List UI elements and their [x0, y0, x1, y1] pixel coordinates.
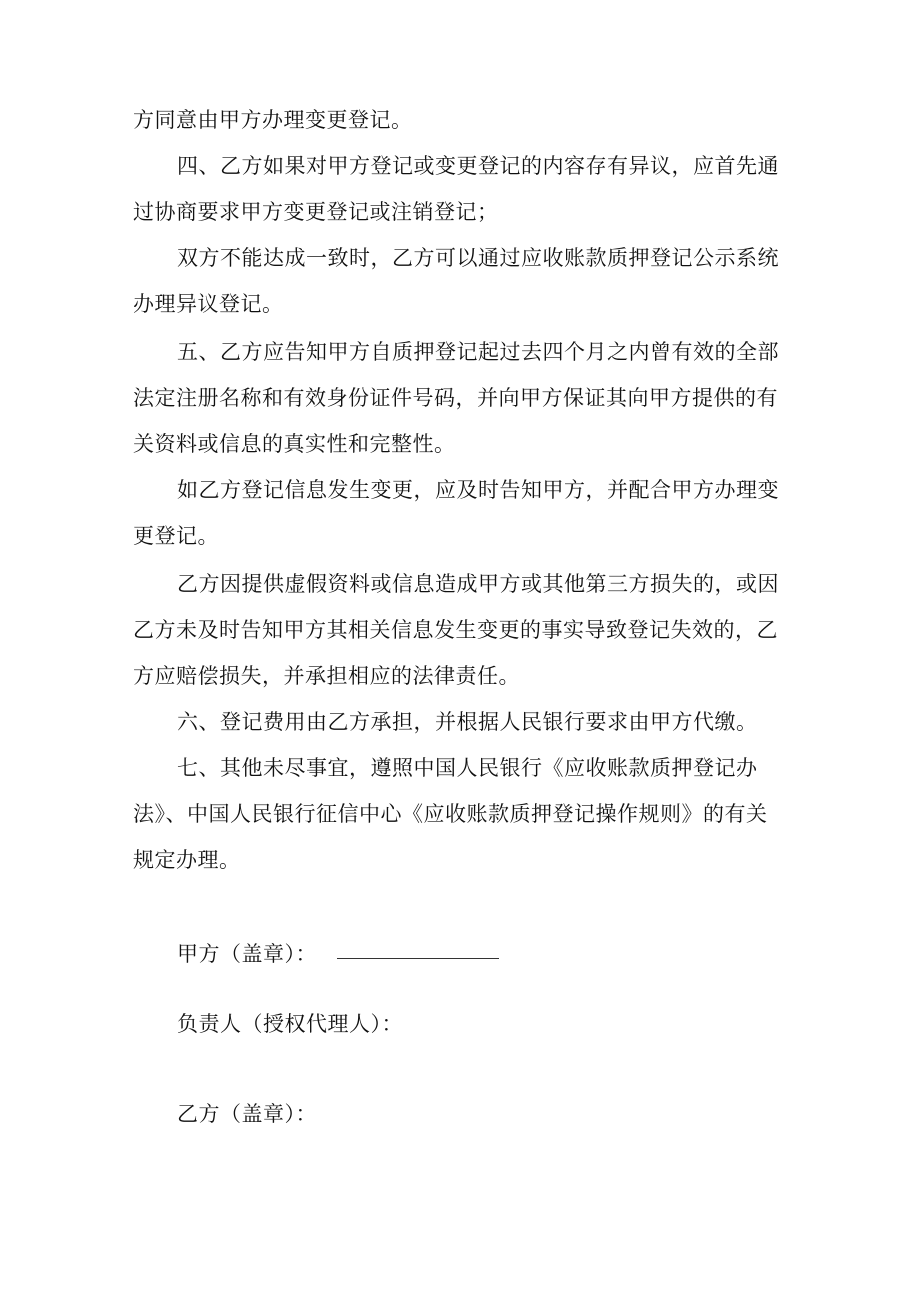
text-line: 规定办理。	[133, 848, 241, 872]
paragraph-5-line: 五、乙方应告知甲方自质押登记起过去四个月之内曾有效的全部	[177, 340, 779, 364]
text-line: 法》、中国人民银行征信中心《应收账款质押登记操作规则》的有关	[133, 802, 768, 826]
party-b-signature-label: 乙方（盖章）：	[177, 1102, 317, 1126]
text-line: 乙方因提供虚假资料或信息造成甲方或其他第三方损失的，或因	[177, 572, 779, 596]
text-line: 双方不能达成一致时，乙方可以通过应收账款质押登记公示系统	[177, 246, 779, 270]
text-line: 乙方未及时告知甲方其相关信息发生变更的事实导致登记失效的，乙	[133, 618, 778, 642]
text-line: 如乙方登记信息发生变更，应及时告知甲方，并配合甲方办理变	[177, 478, 779, 502]
text-line: 法定注册名称和有效身份证件号码，并向甲方保证其向甲方提供的有	[133, 386, 778, 410]
party-a-signature-line	[337, 958, 499, 959]
text-line: 办理异议登记。	[133, 292, 284, 316]
text-line: 过协商要求甲方变更登记或注销登记；	[133, 200, 499, 224]
text-line: 方应赔偿损失，并承担相应的法律责任。	[133, 664, 520, 688]
text-line: 方同意由甲方办理变更登记。	[133, 108, 413, 132]
representative-signature-label: 负责人（授权代理人）：	[177, 1012, 403, 1036]
text-line: 关资料或信息的真实性和完整性。	[133, 432, 456, 456]
paragraph-4-line: 四、乙方如果对甲方登记或变更登记的内容存有异议，应首先通	[177, 154, 779, 178]
text-line: 更登记。	[133, 524, 219, 548]
paragraph-7-line: 七、其他未尽事宜，遵照中国人民银行《应收账款质押登记办	[177, 756, 758, 780]
paragraph-6-line: 六、登记费用由乙方承担，并根据人民银行要求由甲方代缴。	[177, 710, 758, 734]
party-a-signature-label: 甲方（盖章）：	[177, 942, 317, 966]
